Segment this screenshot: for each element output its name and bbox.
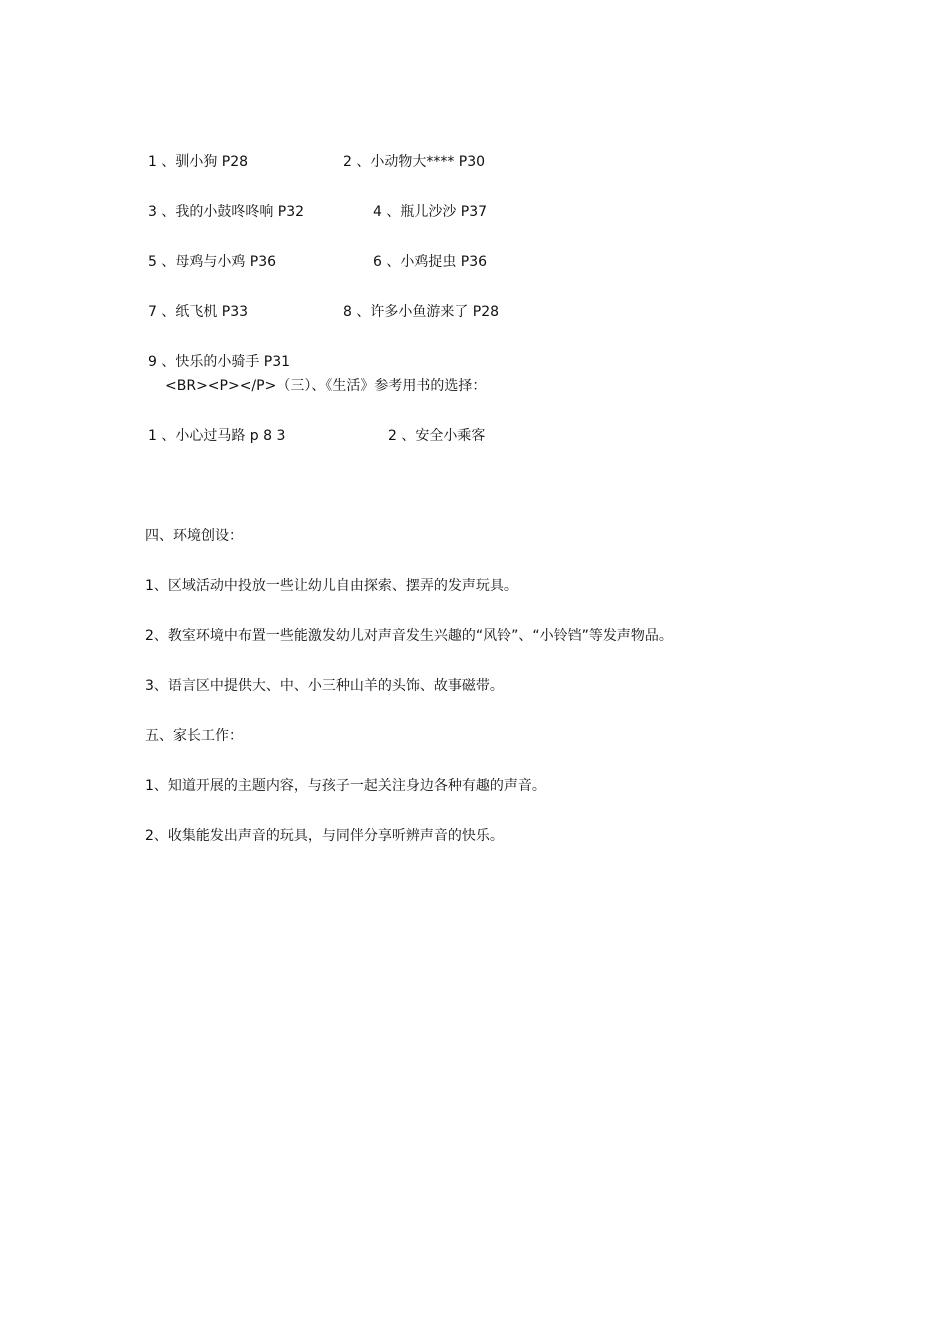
life-heading: <BR><P></P>（三）、《生活》参考用书的选择： [165, 378, 487, 394]
music-item-4: 4 、瓶儿沙沙 P37 [373, 204, 488, 220]
parents-item-2: 2、收集能发出声音的玩具，与同伴分享听辨声音的快乐。 [145, 828, 504, 844]
life-item-2: 2 、安全小乘客 [388, 428, 486, 444]
music-item-3: 3 、我的小鼓咚咚响 P32 [148, 204, 305, 220]
env-item-1: 1、区域活动中投放一些让幼儿自由探索、摆弄的发声玩具。 [145, 578, 518, 594]
parents-item-1: 1、知道开展的主题内容，与孩子一起关注身边各种有趣的声音。 [145, 778, 546, 794]
music-item-6: 6 、小鸡捉虫 P36 [373, 254, 488, 270]
music-item-9: 9 、快乐的小骑手 P31 [148, 354, 291, 370]
life-item-1: 1 、小心过马路 p 8 3 [148, 428, 286, 444]
music-item-1: 1 、驯小狗 P28 [148, 154, 249, 170]
music-item-2: 2 、小动物大**** P30 [343, 154, 486, 170]
parents-heading: 五、家长工作： [145, 728, 243, 744]
env-item-3: 3、语言区中提供大、中、小三种山羊的头饰、故事磁带。 [145, 678, 504, 694]
env-heading: 四、环境创设： [145, 528, 243, 544]
env-item-2: 2、教室环境中布置一些能激发幼儿对声音发生兴趣的“风铃”、“小铃铛”等发声物品。 [145, 628, 673, 644]
music-item-5: 5 、母鸡与小鸡 P36 [148, 254, 277, 270]
music-item-8: 8 、许多小鱼游来了 P28 [343, 304, 500, 320]
music-item-7: 7 、纸飞机 P33 [148, 304, 249, 320]
